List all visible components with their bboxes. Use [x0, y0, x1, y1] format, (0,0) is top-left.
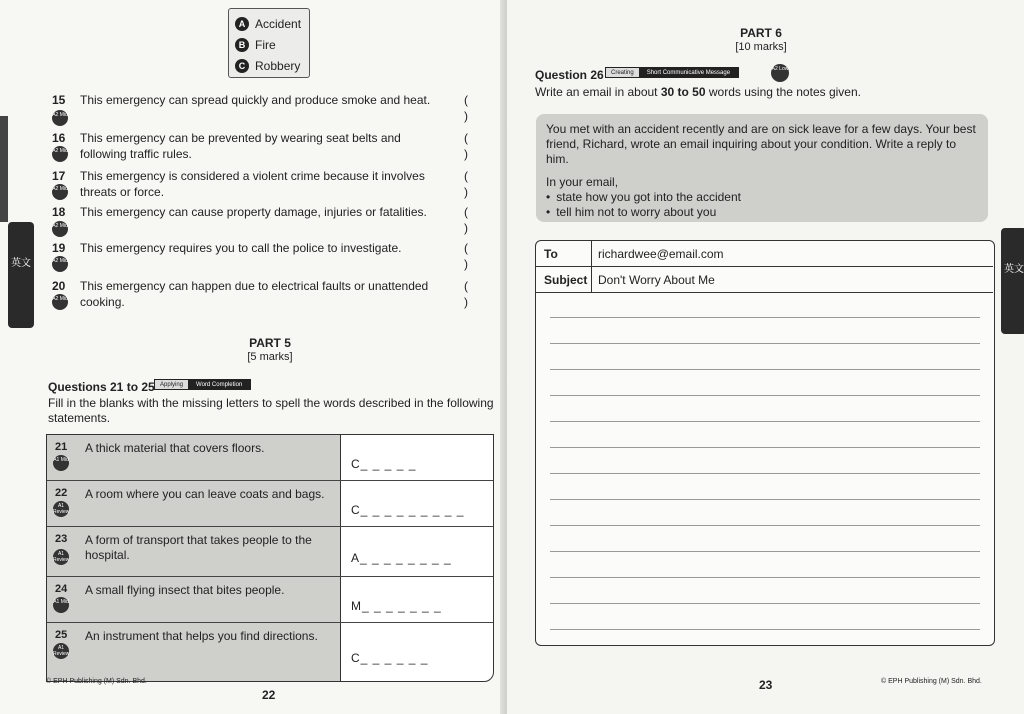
- level-badge: A2 Mid: [52, 146, 68, 162]
- answer-blank[interactable]: A_ _ _ _ _ _ _ _: [351, 551, 452, 565]
- notes-paragraph: You met with an accident recently and are on sick leave for a few days. Your best friend, Richard, wrote an email inquiring about your condition. Write a reply to him.: [546, 122, 976, 166]
- option-letter: A: [235, 17, 249, 31]
- option-letter: B: [235, 38, 249, 52]
- part-5-title: PART 5: [249, 336, 291, 350]
- notes-lead: In your email,: [546, 175, 619, 189]
- instruction-word-count: 30 to 50: [660, 85, 706, 99]
- table-row: [47, 435, 493, 481]
- to-value: richardwee@email.com: [598, 247, 724, 261]
- clue-text: A small flying insect that bites people.: [85, 583, 285, 597]
- part-6-instruction: [535, 85, 995, 100]
- answer-paren[interactable]: ( ): [464, 241, 482, 271]
- question-text: This emergency can be prevented by wearing seat belts and following traffic rules.: [80, 131, 401, 161]
- instruction-pre: Write an email in about: [535, 85, 661, 99]
- row-number: 23: [55, 533, 68, 545]
- clue-text: A room where you can leave coats and bags.: [85, 487, 325, 501]
- table-row: [47, 623, 493, 681]
- writing-line: [550, 551, 980, 552]
- table-row: [47, 527, 493, 577]
- writing-line: [550, 577, 980, 578]
- left-page: [0, 0, 505, 714]
- part-5-marks: [5 marks]: [247, 351, 293, 363]
- writing-line: [550, 629, 980, 630]
- task-notes-box: [536, 114, 988, 222]
- task-type-label: Short Communicative Message: [639, 68, 738, 77]
- answer-paren[interactable]: ( ): [464, 131, 482, 161]
- answer-paren[interactable]: ( ): [464, 205, 482, 235]
- side-tab-left: [8, 222, 34, 328]
- writing-line: [550, 447, 980, 448]
- page-number: 22: [262, 688, 276, 702]
- part-6-title: PART 6: [740, 26, 782, 40]
- skill-tag: [605, 67, 739, 78]
- option-a: [235, 13, 303, 34]
- table-row: [47, 577, 493, 623]
- question-text: This emergency can cause property damage, injuries or fatalities.: [80, 205, 427, 219]
- publisher-footer: © EPH Publishing (M) Sdn. Bhd.: [46, 678, 147, 685]
- level-badge: A1 Mid: [53, 455, 69, 471]
- notes-bullet: • tell him not to worry about you: [546, 205, 978, 220]
- notes-bullets: [546, 190, 978, 220]
- skill-tag: [154, 379, 251, 390]
- answer-blank[interactable]: C_ _ _ _ _: [351, 457, 417, 471]
- notes-bullet: • state how you got into the accident: [546, 190, 978, 205]
- question-number: 17: [52, 169, 66, 183]
- answer-blank[interactable]: C_ _ _ _ _ _ _ _ _: [351, 503, 465, 517]
- skill-label: Creating: [606, 68, 639, 77]
- side-tab-label: 英文: [11, 258, 31, 269]
- level-badge: A1 Mid: [53, 597, 69, 613]
- question-text: This emergency can happen due to electrical faults or unattended cooking.: [80, 279, 429, 309]
- email-form: [535, 240, 995, 646]
- question-number: 15: [52, 93, 66, 107]
- options-box: [228, 8, 310, 78]
- question-number: 18: [52, 205, 66, 219]
- answer-blank[interactable]: C_ _ _ _ _ _: [351, 651, 429, 665]
- skill-label: Applying: [155, 380, 188, 389]
- option-label: Accident: [255, 16, 302, 31]
- writing-line: [550, 499, 980, 500]
- level-badge: A2 Mid: [52, 184, 68, 200]
- row-number: 24: [55, 583, 68, 595]
- clue-text: A thick material that covers floors.: [85, 441, 265, 455]
- answer-paren[interactable]: ( ): [464, 93, 482, 123]
- writing-line: [550, 525, 980, 526]
- part-5-instruction: Fill in the blanks with the missing letters to spell the words described in the following statements.: [48, 396, 494, 425]
- writing-line: [550, 369, 980, 370]
- level-badge: A1 Review: [53, 645, 70, 657]
- subject-label: Subject: [536, 267, 592, 292]
- level-badge: A2 Mid: [52, 256, 68, 272]
- writing-line: [550, 473, 980, 474]
- option-c: [235, 55, 303, 76]
- publisher-footer: © EPH Publishing (M) Sdn. Bhd.: [881, 678, 982, 685]
- part-6-marks: [10 marks]: [735, 41, 787, 53]
- table-row: [47, 481, 493, 527]
- question-text: This emergency can spread quickly and produce smoke and heat.: [80, 93, 431, 107]
- question-number: 20: [52, 279, 66, 293]
- level-badge: A2 Low: [771, 64, 789, 82]
- side-strip: [0, 116, 8, 222]
- word-completion-table: [46, 434, 494, 682]
- question-number: 19: [52, 241, 66, 255]
- clue-text: An instrument that helps you find directions.: [85, 629, 318, 643]
- question-text: This emergency requires you to call the police to investigate.: [80, 241, 402, 255]
- answer-paren[interactable]: ( ): [464, 279, 482, 309]
- question-text: This emergency is considered a violent crime because it involves threats or force.: [80, 169, 425, 199]
- level-badge: A1 Review: [53, 503, 70, 515]
- answer-blank[interactable]: M_ _ _ _ _ _ _: [351, 599, 442, 613]
- question-26-heading: Question 26: [535, 68, 604, 82]
- writing-line: [550, 395, 980, 396]
- instruction-post: words using the notes given.: [705, 85, 861, 99]
- subject-value: Don't Worry About Me: [598, 273, 715, 287]
- writing-line: [550, 603, 980, 604]
- level-badge: A2 Mid: [52, 294, 68, 310]
- level-badge: A1 Review: [53, 551, 70, 563]
- side-tab-label: 英文: [1004, 264, 1024, 275]
- questions-21-25-heading: Questions 21 to 25: [48, 380, 155, 394]
- clue-text: A form of transport that takes people to the hospital.: [85, 533, 312, 562]
- writing-line: [550, 317, 980, 318]
- to-label: To: [536, 241, 592, 266]
- option-b: [235, 34, 303, 55]
- writing-line: [550, 343, 980, 344]
- side-tab-right: [1001, 228, 1024, 334]
- answer-paren[interactable]: ( ): [464, 169, 482, 199]
- level-badge: A2 Mid: [52, 221, 68, 237]
- option-label: Robbery: [255, 58, 301, 73]
- email-subject-row: [536, 267, 993, 293]
- email-to-row: [536, 241, 993, 267]
- option-label: Fire: [255, 37, 276, 52]
- option-letter: C: [235, 59, 249, 73]
- writing-line: [550, 421, 980, 422]
- level-badge: A2 Mid: [52, 110, 68, 126]
- question-number: 16: [52, 131, 66, 145]
- row-number: 25: [55, 629, 68, 641]
- row-number: 21: [55, 441, 68, 453]
- task-type-label: Word Completion: [188, 380, 250, 389]
- row-number: 22: [55, 487, 68, 499]
- page-number: 23: [759, 678, 773, 692]
